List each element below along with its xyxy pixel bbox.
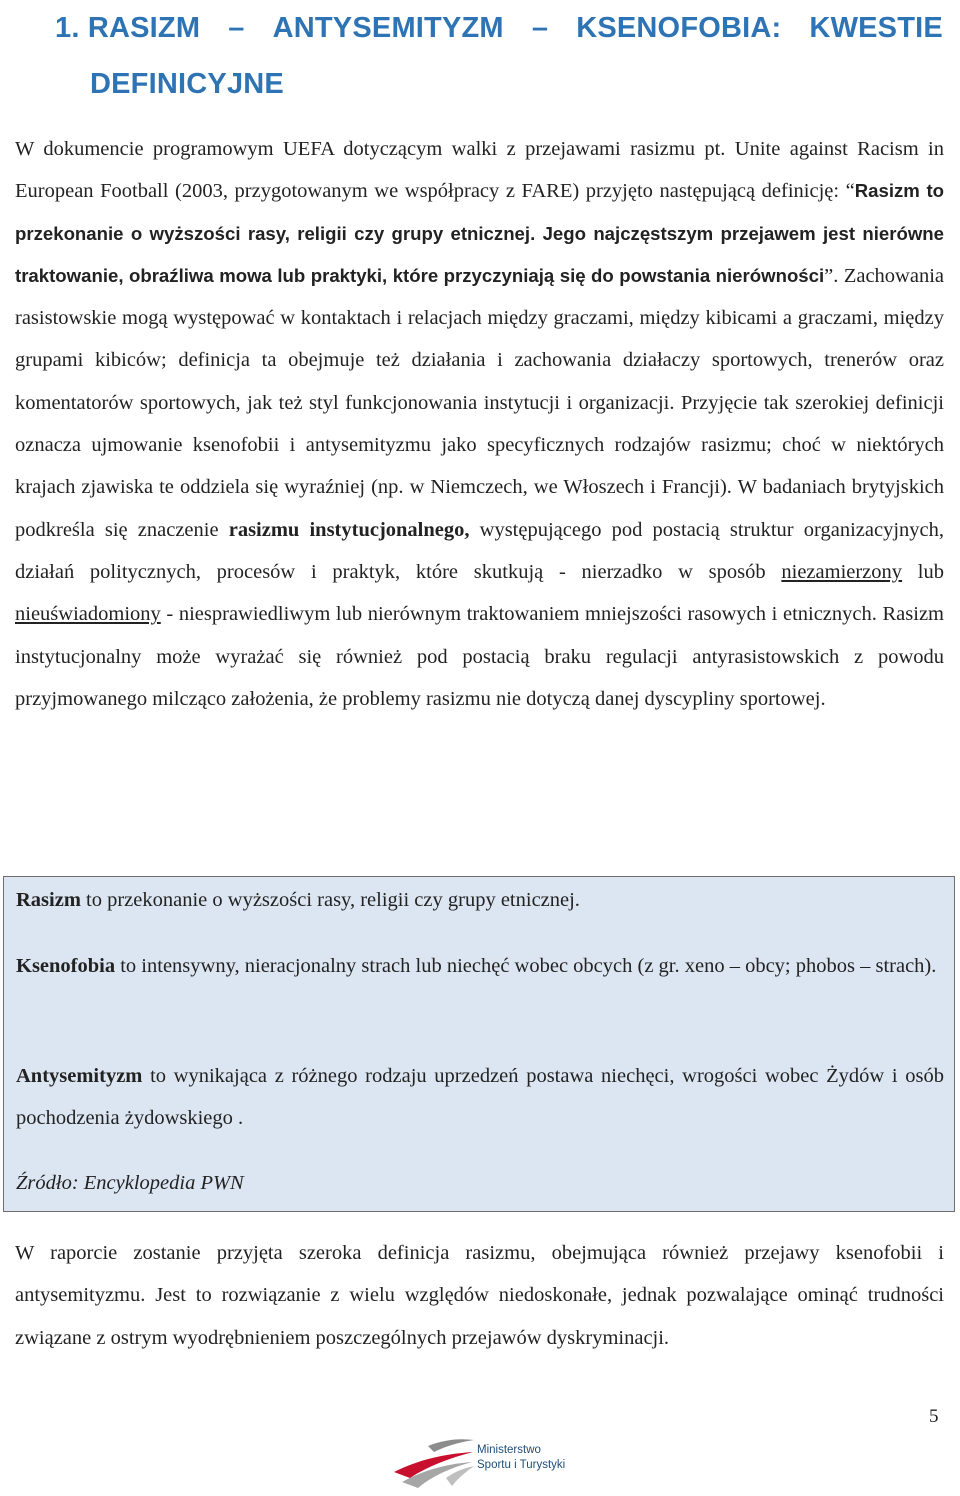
definition-antisemitism	[16, 1055, 944, 1140]
heading-word: KSENOFOBIA:	[576, 12, 782, 44]
definition-text: to wynikająca z różnego rodzaju uprzedzeń postawa niechęci, wrogości wobec Żydów i osób pochodzenia żydowskiego .	[16, 1065, 944, 1130]
para-text: - niesprawiedliwym lub nierównym traktowaniem mniejszości rasowych i etnicznych. Rasizm instytucjonalny może wyrażać się również pod postacią braku regulacji antyrasistowskich z powodu przyjmowanego milcząco założenia, że problemy rasizmu nie dotyczą danej dyscypliny sportowej.	[15, 603, 944, 710]
uefa-definition-quote: Rasizm to przekonanie o wyższości rasy, religii czy grupy etnicznej. Jego najczęstszym przejawem jest nierówne traktowanie, obraźliwa mowa lub praktyki, które przyczyniają się do powstania nierówności	[15, 180, 944, 286]
underlined-term: nieuświadomiony	[15, 603, 161, 626]
intro-paragraph	[15, 128, 944, 720]
definitions-box	[3, 876, 955, 1212]
definition-text: to przekonanie o wyższości rasy, religii czy grupy etnicznej.	[80, 889, 580, 911]
heading-line-2: DEFINICYJNE	[90, 68, 284, 100]
definition-xenophobia	[16, 945, 944, 987]
para-text: ”. Zachowania rasistowskie mogą występować w kontaktach i relacjach między graczami, między kibicami a graczami, między grupami kibiców; definicja ta obejmuje też działania i zachowania działaczy sportowych, trenerów oraz komentatorów sportowych, jak też styl funkcjonowania instytucji i organizacji. Przyjęcie tak szerokiej definicji oznacza ujmowanie ksenofobii i antysemityzmu jako specyficznych rodzajów rasizmu; choć w niektórych krajach zjawiska te oddziela się wyraźniej (np. w Niemczech, we Włoszech i Francji). W badaniach brytyjskich podkreśla się znaczenie	[15, 264, 944, 541]
definition-term: Rasizm	[16, 889, 81, 911]
logo-line: Sportu i Turystyki	[477, 1459, 566, 1471]
source-citation: Źródło: Encyklopedia PWN	[16, 1172, 244, 1194]
ministry-logo-text	[477, 1443, 587, 1473]
heading-word: KWESTIE	[809, 12, 943, 44]
section-heading	[55, 0, 950, 112]
definition-term: Ksenofobia	[16, 955, 116, 977]
definition-text: to intensywny, nieracjonalny strach lub niechęć wobec obcych (z gr. xeno – obcy; phobos – strach).	[115, 955, 937, 977]
heading-word: 1. RASIZM	[55, 12, 201, 44]
para-text: W dokumencie programowym UEFA dotyczącym walki z przejawami rasizmu pt. Unite against Racism in European Football (2003, przygotowanym we współpracy z FARE) przyjęto następującą definicję: “	[15, 138, 944, 203]
heading-dash: –	[228, 12, 245, 44]
logo-mark	[394, 1439, 474, 1488]
report-scope-paragraph: W raporcie zostanie przyjęta szeroka definicja rasizmu, obejmująca również przejawy ksenofobii i antysemityzmu. Jest to rozwiązanie z wielu względów niedoskonałe, jednak pozwalające ominąć trudności związane z ostrym wyodrębnieniem poszczególnych przejawów dyskryminacji.	[15, 1242, 944, 1349]
page-number: 5	[929, 1406, 939, 1427]
para-text: występującego pod postacią struktur organizacyjnych, działań politycznych, procesów i praktyk, które skutkują - nierzadko w sposób	[15, 518, 944, 583]
logo-line: Ministerstwo	[477, 1444, 541, 1456]
definition-term: Antysemityzm	[16, 1065, 143, 1087]
underlined-term: niezamierzony	[781, 560, 903, 583]
heading-word: ANTYSEMITYZM	[272, 12, 504, 44]
institutional-racism-term: rasizmu instytucjonalnego,	[228, 518, 470, 541]
para-text: lub	[902, 560, 944, 583]
heading-dash: –	[531, 12, 549, 44]
definition-racism	[16, 879, 944, 921]
heading-line-1	[55, 0, 943, 56]
